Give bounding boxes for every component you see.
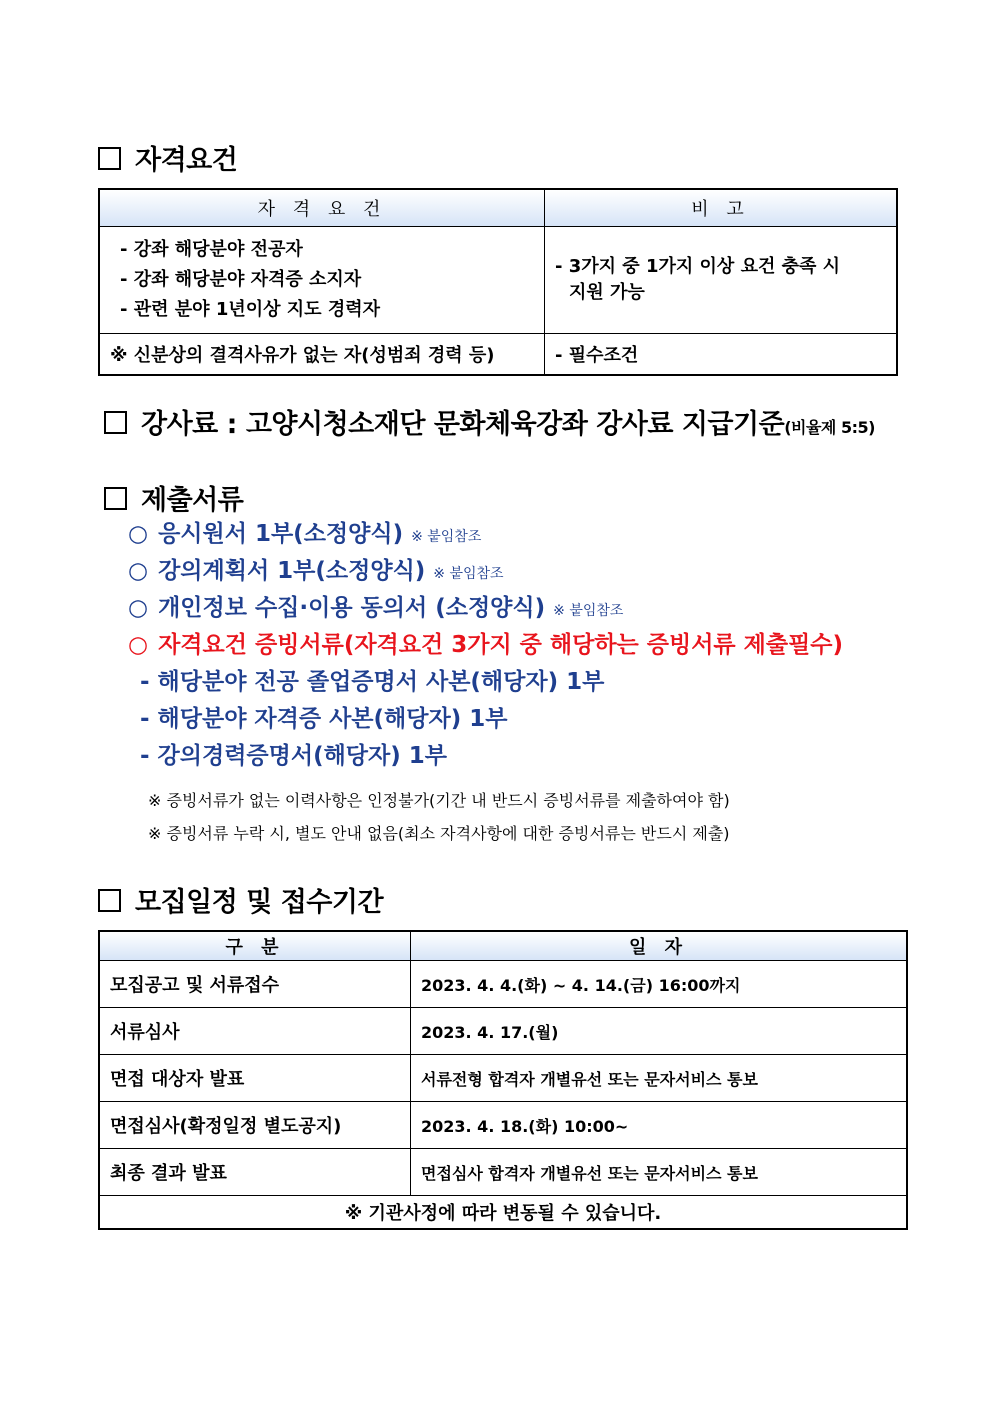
item-ref: ※ 붙임참조 [553,603,624,619]
row-label: 면접 대상자 발표 [99,1055,411,1102]
note-line: ※ 증빙서류 누락 시, 별도 안내 없음(최소 자격사항에 대한 증빙서류는 반드시 제출) [148,824,730,843]
row-value: 2023. 4. 18.(화) 10:00~ [411,1102,908,1149]
row-value: 2023. 4. 4.(화) ~ 4. 14.(금) 16:00까지 [411,961,908,1008]
table-header: 자 격 요 건 [99,189,545,227]
heading-text: 자격요건 [135,145,238,176]
item-text: 개인정보 수집·이용 동의서 (소정양식) [158,595,546,621]
table-row [99,961,907,1008]
condition-item: - 관련 분야 1년이상 지도 경력자 [120,299,380,320]
checkbox-square-icon [104,411,127,434]
list-item [128,516,843,553]
item-ref: ※ 붙임참조 [433,566,504,582]
row-value: 서류전형 합격자 개별유선 또는 문자서비스 통보 [411,1055,908,1102]
note-line: 지원 가능 [569,282,645,303]
table-footnote-row [99,1196,907,1230]
table-header: 일 자 [411,931,908,961]
heading-text: 제출서류 [141,485,244,516]
circle-bullet-icon: ○ [128,558,149,584]
item-ref: ※ 붙임참조 [411,529,482,545]
qualifications-table [98,188,898,376]
list-item [128,590,843,627]
heading-schedule [98,880,383,919]
condition-item: - 강좌 해당분야 자격증 소지자 [120,269,362,290]
table-row [99,1102,907,1149]
checkbox-square-icon [98,889,121,912]
heading-suffix: (비율제 5:5) [784,418,875,437]
table-row [99,1008,907,1055]
sub-item: - 강의경력증명서(해당자) 1부 [140,743,447,769]
row-label: 면접심사(확정일정 별도공지) [99,1102,411,1149]
condition-item: - 강좌 해당분야 전공자 [120,239,303,260]
row-label: 최종 결과 발표 [99,1149,411,1196]
circle-bullet-icon: ○ [128,521,149,547]
circle-bullet-icon: ○ [128,632,149,658]
sub-item: - 해당분야 자격증 사본(해당자) 1부 [140,706,508,732]
requirement-cell: ※ 신분상의 결격사유가 없는 자(성범죄 경력 등) [99,334,545,376]
documents-list [128,516,843,775]
note-line: ※ 증빙서류가 없는 이력사항은 인정불가(기간 내 반드시 증빙서류를 제출하여야 함) [148,791,730,810]
table-header: 비 고 [545,189,898,227]
schedule-table [98,930,908,1230]
heading-qualifications [98,138,237,177]
item-text: 응시원서 1부(소정양식) [158,521,404,547]
heading-text: 강사료 : 고양시청소재단 문화체육강좌 강사료 지급기준 [141,409,785,440]
documents-notes [148,784,730,850]
table-row [99,1149,907,1196]
table-header: 구 분 [99,931,411,961]
conditions-note-cell [545,227,898,334]
item-text: 자격요건 증빙서류(자격요건 3가지 중 해당하는 증빙서류 제출필수) [158,632,844,658]
row-value: 면접심사 합격자 개별유선 또는 문자서비스 통보 [411,1149,908,1196]
row-label: 모집공고 및 서류접수 [99,961,411,1008]
table-row [99,1055,907,1102]
note-line: - 3가지 중 1가지 이상 요건 충족 시 [555,256,841,277]
sub-item: - 해당분야 전공 졸업증명서 사본(해당자) 1부 [140,669,605,695]
circle-bullet-icon: ○ [128,595,149,621]
row-label: 서류심사 [99,1008,411,1055]
row-value: 2023. 4. 17.(월) [411,1008,908,1055]
conditions-cell [99,227,545,334]
checkbox-square-icon [104,487,127,510]
list-item [128,627,843,664]
heading-fee [104,402,875,441]
heading-documents [104,478,243,517]
heading-text: 모집일정 및 접수기간 [135,887,384,918]
list-item [128,553,843,590]
requirement-note-cell: - 필수조건 [545,334,898,376]
checkbox-square-icon [98,147,121,170]
item-text: 강의계획서 1부(소정양식) [158,558,426,584]
table-footnote: ※ 기관사정에 따라 변동될 수 있습니다. [99,1196,907,1230]
